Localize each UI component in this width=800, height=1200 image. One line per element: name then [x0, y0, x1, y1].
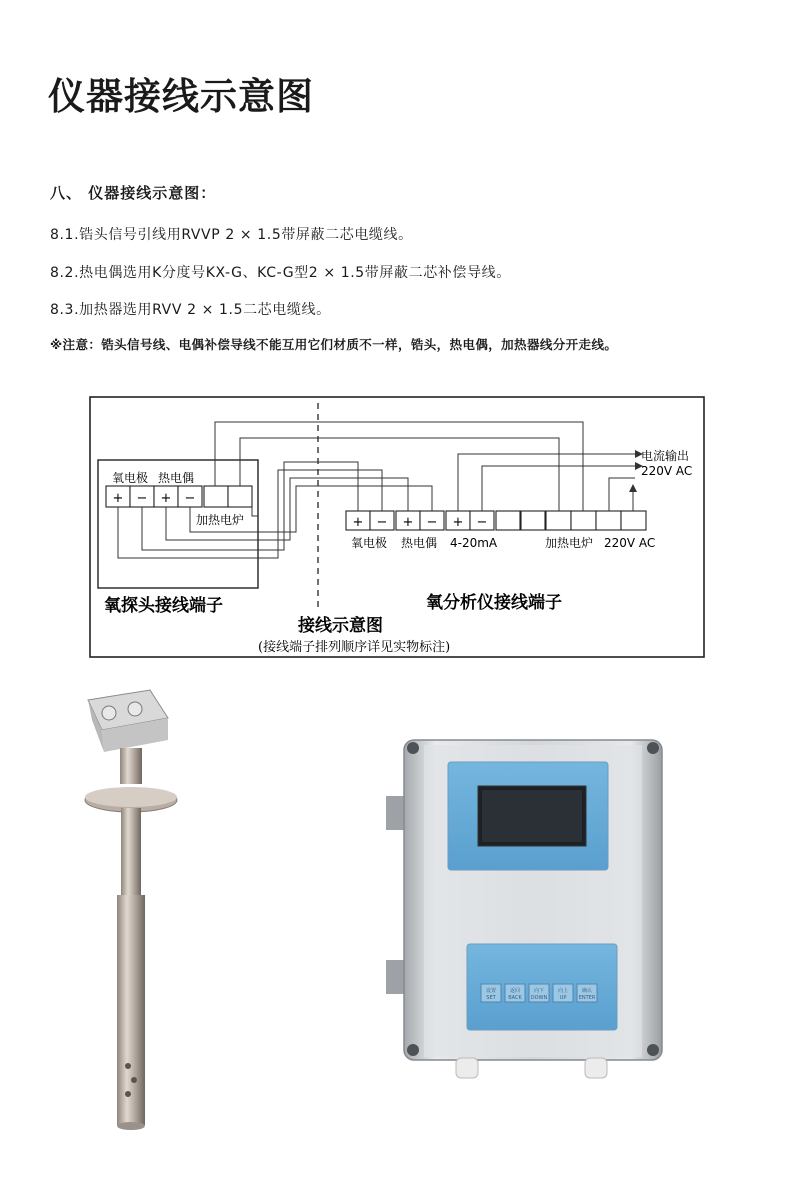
oxygen-analyzer-photo [386, 740, 662, 1078]
analyzer-current-label: 4-20mA [450, 536, 498, 550]
analyzer-terminal-minus-1: − [376, 515, 388, 530]
spec-line-heater-cable: 8.3.加热器选用RVV 2 × 1.5二芯电缆线。 [50, 302, 331, 318]
current-output-label: 电流输出 [641, 449, 690, 463]
power-output-label: 220V AC [641, 464, 693, 478]
probe-terminal-title: 氧探头接线端子 [104, 596, 223, 616]
oxygen-probe-photo [85, 690, 177, 1130]
diagram-caption: 接线示意图 [298, 616, 383, 636]
probe-heater-label: 加热电炉 [196, 513, 245, 527]
key-down-cn: 向下 [533, 988, 545, 994]
probe-thermocouple-label: 热电偶 [158, 471, 195, 485]
key-back-cn: 返回 [509, 988, 521, 994]
key-set-en: SET [486, 995, 496, 1001]
key-back-en: BACK [508, 995, 522, 1001]
analyzer-power-label: 220V AC [604, 536, 656, 550]
analyzer-oxygen-electrode-label: 氧电极 [351, 536, 388, 550]
analyzer-terminal-plus-2: + [402, 515, 414, 530]
key-set-cn: 设置 [485, 988, 497, 994]
analyzer-keypad [481, 984, 597, 1002]
analyzer-terminal-plus-3: + [452, 515, 464, 530]
analyzer-heater-label: 加热电炉 [545, 536, 594, 550]
key-enter-en: ENTER [578, 995, 596, 1001]
page-title: 仪器接线示意图 [48, 75, 314, 118]
probe-terminal-minus-2: − [184, 491, 196, 506]
key-up-cn: 向上 [557, 988, 569, 994]
key-down-en: DOWN [530, 995, 548, 1001]
analyzer-terminal-minus-2: − [426, 515, 438, 530]
probe-terminal-plus-2: + [160, 491, 172, 506]
wiring-note: ※注意：锆头信号线、电偶补偿导线不能互用它们材质不一样，锆头，热电偶，加热器线分开走线。 [50, 337, 618, 352]
section-heading: 八、 仪器接线示意图： [50, 184, 217, 202]
spec-line-thermocouple: 8.2.热电偶选用K分度号KX-G、KC-G型2 × 1.5带屏蔽二芯补偿导线。 [50, 265, 511, 281]
analyzer-thermocouple-label: 热电偶 [401, 536, 438, 550]
analyzer-terminal-plus-1: + [352, 515, 364, 530]
key-up-en: UP [559, 995, 567, 1001]
key-enter-cn: 确认 [581, 988, 593, 994]
probe-terminal-minus-1: − [136, 491, 148, 506]
analyzer-terminal-minus-3: − [476, 515, 488, 530]
probe-terminal-plus-1: + [112, 491, 124, 506]
analyzer-terminal-title: 氧分析仪接线端子 [426, 593, 562, 613]
diagram-subcaption: (接线端子排列顺序详见实物标注) [258, 640, 451, 655]
spec-line-probe-cable: 8.1.锆头信号引线用RVVP 2 × 1.5带屏蔽二芯电缆线。 [50, 227, 413, 243]
probe-oxygen-electrode-label: 氧电极 [112, 471, 149, 485]
